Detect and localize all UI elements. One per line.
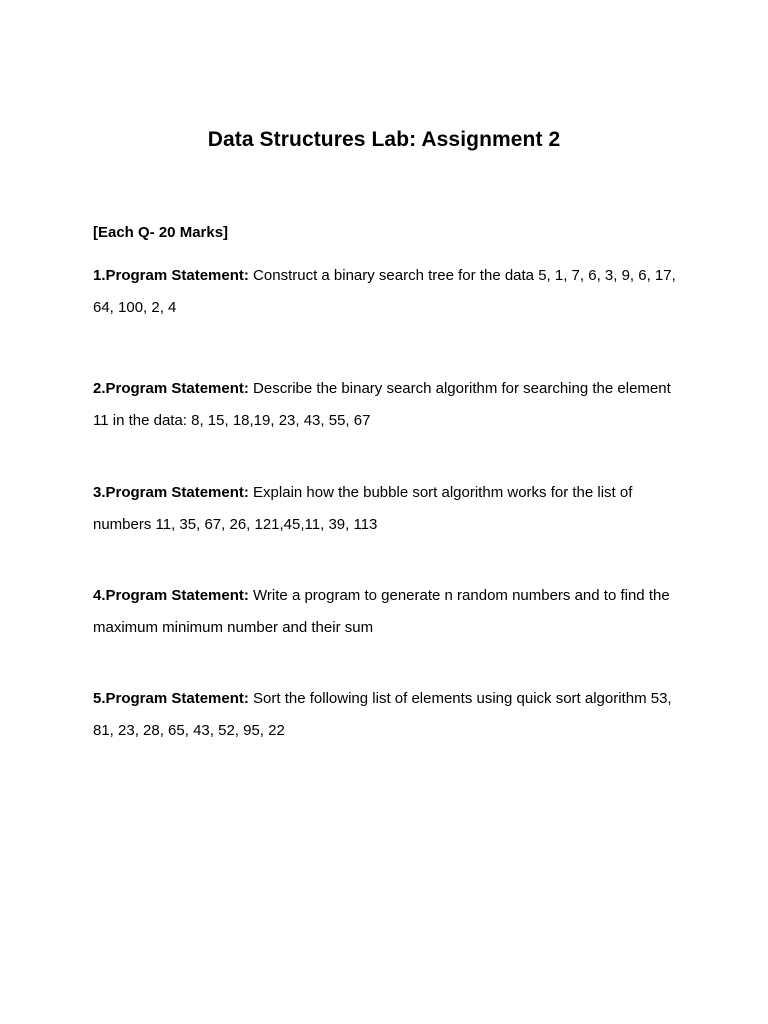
question-4-text: Write a program to generate n random numbers and to find the maximum minimum number and their sum: [93, 587, 670, 636]
question-1-label: 1.Program Statement:: [93, 267, 254, 284]
marks-note: [Each Q- 20 Marks]: [93, 224, 229, 241]
question-5-text: Sort the following list of elements using quick sort algorithm 53, 81, 23, 28, 65, 43, 52, 95, 22: [93, 690, 672, 739]
question-4-label: 4.Program Statement:: [93, 587, 254, 604]
question-5-label: 5.Program Statement:: [93, 690, 254, 707]
question-2-text: Describe the binary search algorithm for searching the element 11 in the data: 8, 15, 18,19, 23, 43, 55, 67: [93, 380, 671, 429]
question-1: [93, 260, 683, 323]
question-3-text: Explain how the bubble sort algorithm works for the list of numbers 11, 35, 67, 26, 121,45,11, 39, 113: [93, 484, 633, 533]
question-5: [93, 683, 683, 746]
question-2: [93, 373, 683, 436]
question-4: [93, 580, 683, 643]
question-2-label: 2.Program Statement:: [93, 380, 254, 397]
page-title: Data Structures Lab: Assignment 2: [207, 128, 561, 151]
question-1-text: Construct a binary search tree for the data 5, 1, 7, 6, 3, 9, 6, 17, 64, 100, 2, 4: [93, 267, 676, 316]
question-3-label: 3.Program Statement:: [93, 484, 254, 501]
question-3: [93, 477, 683, 540]
